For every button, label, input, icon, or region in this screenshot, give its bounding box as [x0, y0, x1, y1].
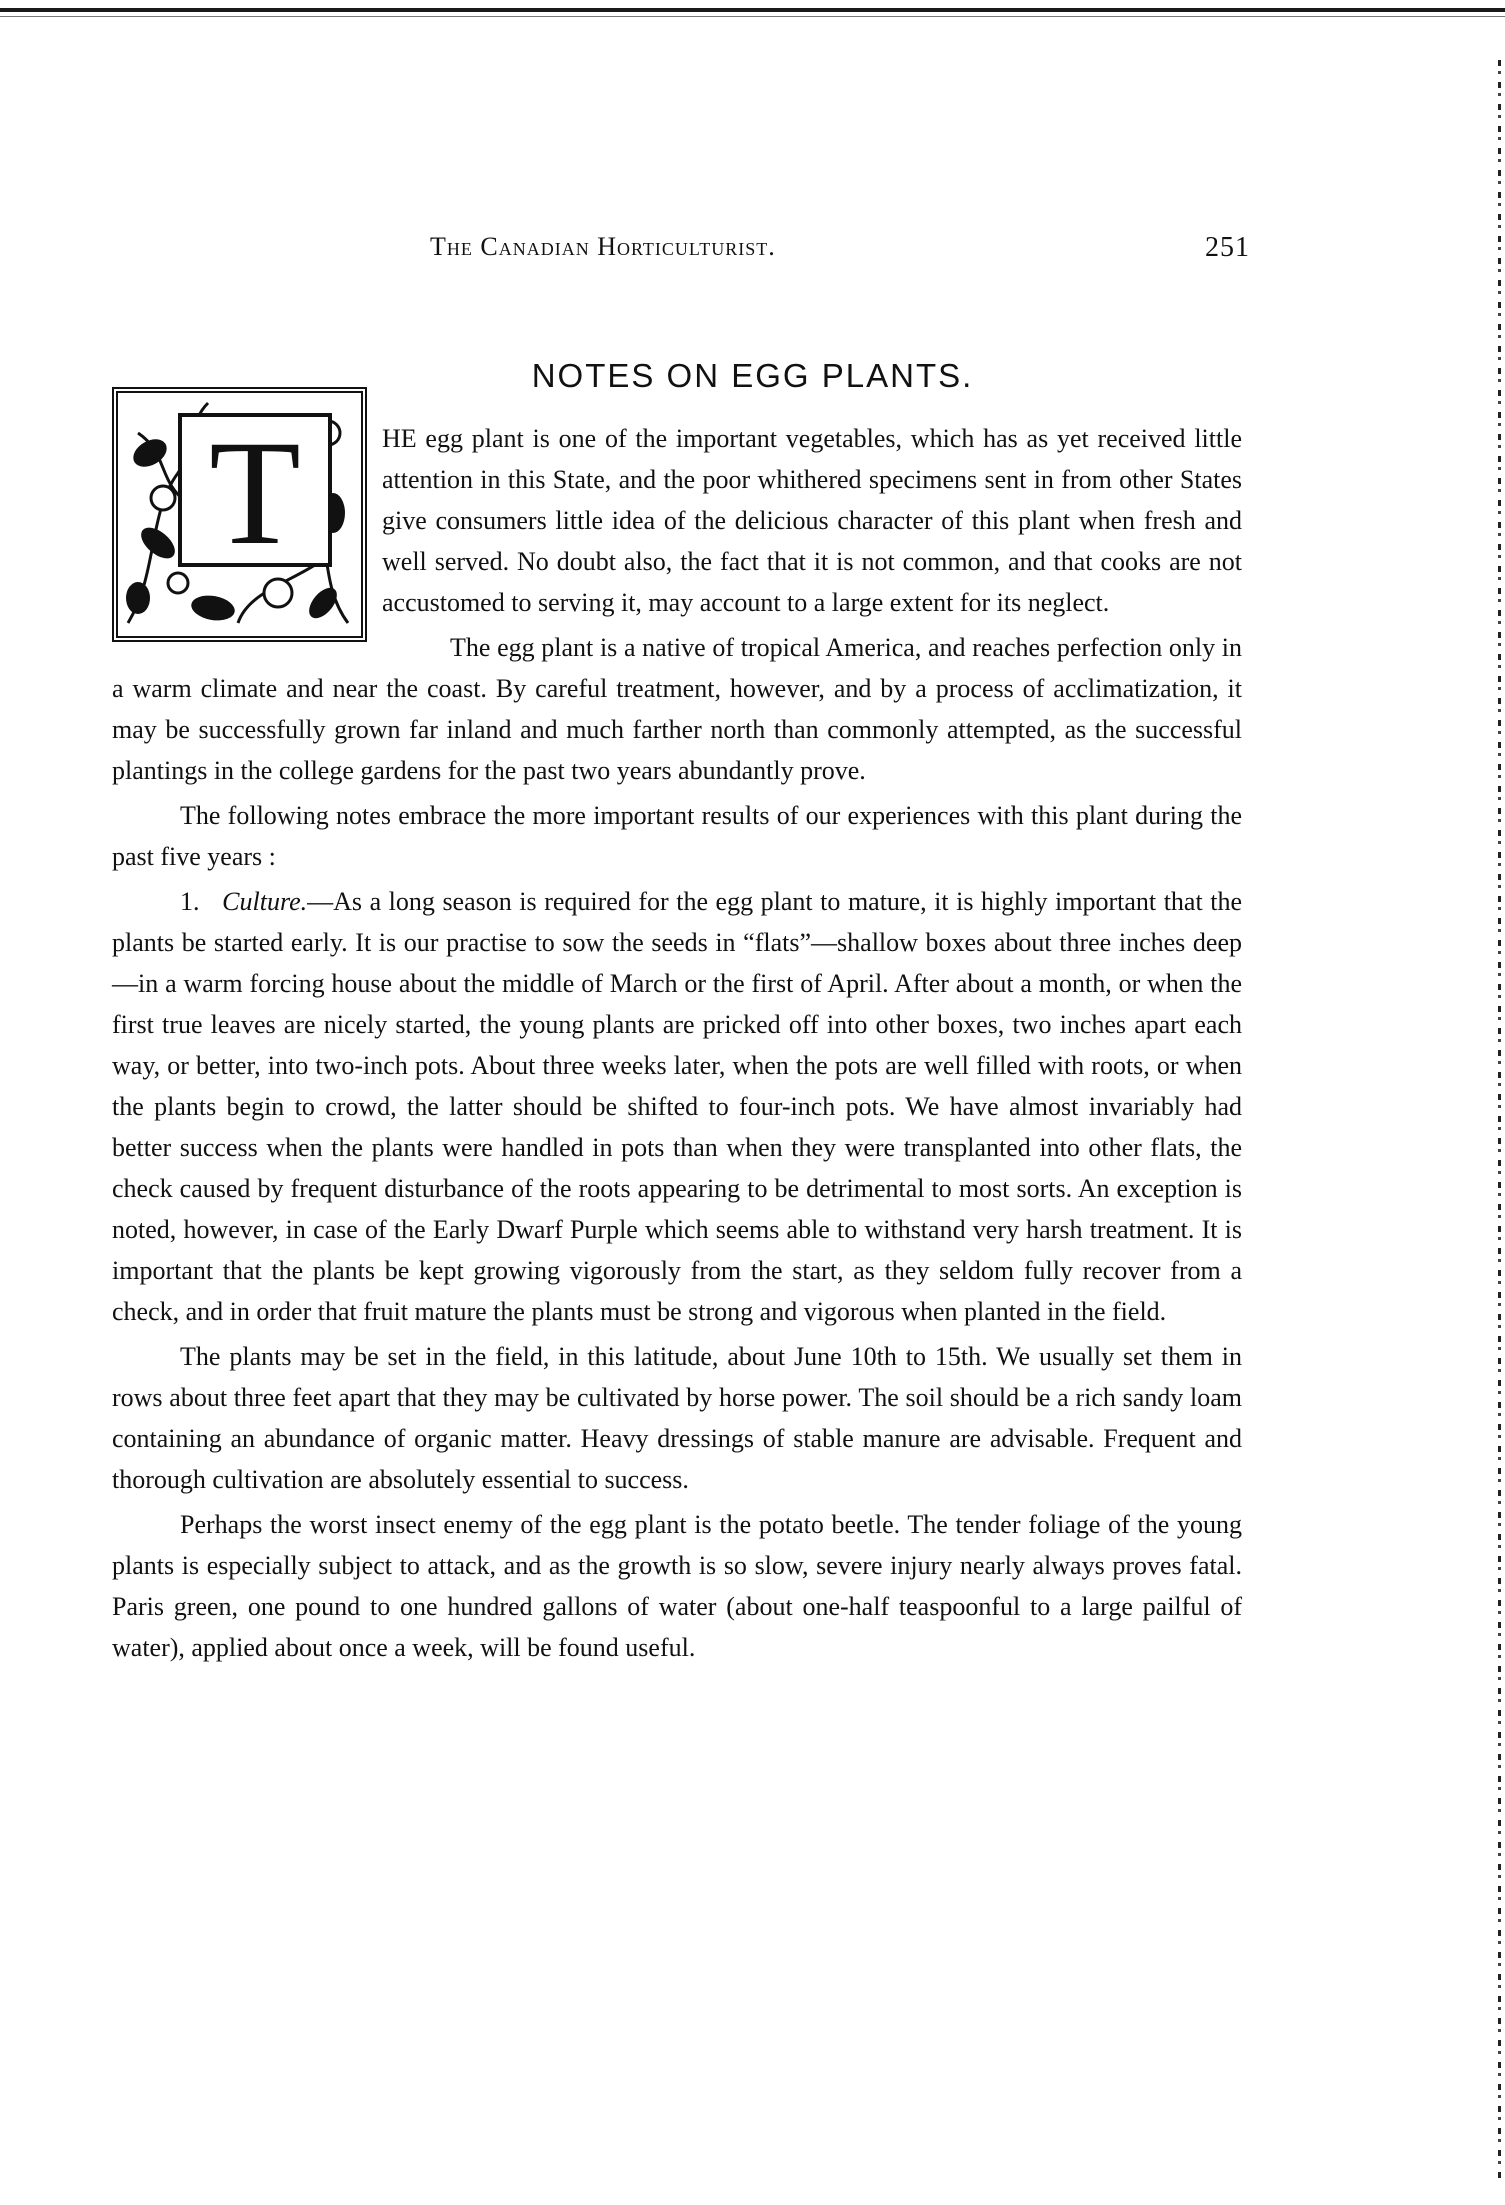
section-number: 1. — [180, 887, 200, 916]
top-border-thin-rule — [0, 16, 1505, 17]
dropcap-letter: T — [209, 410, 301, 576]
article-title: NOTES ON EGG PLANTS. — [531, 357, 974, 395]
section-text: —As a long season is required for the egg plant to mature, it is highly important that the plants be started early. It is our practise to sow the seeds in “flats”—shallow boxes about three inches deep—in a warm forcing house about the middle of March or the first of April. After about a month, or when the first true leaves are nicely started, the young plants are pricked off into other boxes, two inches apart each way, or better, into two-inch pots. About three weeks later, when the pots are well filled with roots, or when the plants begin to crowd, the latter should be shifted to four-inch pots. We have almost invariably had better success when the plants were handled in pots than when they were transplanted into other flats, the check caused by frequent disturbance of the roots appearing to be detrimental to most sorts. An exception is noted, however, in case of the Early Dwarf Purple which seems able to withstand very harsh treatment. It is important that the plants be kept growing vigorously from the start, as they seldom fully recover from a check, and in order that fruit mature the plants must be strong and vigorous when planted in the field. — [112, 887, 1242, 1326]
article-body — [112, 418, 1242, 1668]
top-border-rule — [0, 8, 1505, 12]
paragraph-origin: The egg plant is a native of tropical America, and reaches perfection only in a warm climate and near the coast. By careful treatment, however, and by a process of acclimatization, it may be successfully grown far inland and much farther north than commonly attempted, as the successful plantings in the college gardens for the past two years abundantly prove. — [112, 633, 1242, 785]
paragraph-planting: The plants may be set in the field, in this latitude, about June 10th to 15th. We usually set them in rows about three feet apart that they may be cultivated by horse power. The soil should be a rich sandy loam containing an abundance of organic matter. Heavy dressings of stable manure are advisable. Frequent and thorough cultivation are absolutely essential to success. — [112, 1342, 1242, 1494]
section-heading: Culture. — [222, 887, 308, 916]
paragraph-intro: HE egg plant is one of the important vegetables, which has as yet received little attention in this State, and the poor whithered specimens sent in from other States give consumers little idea of the delicious character of this plant when fresh and well served. No doubt also, the fact that it is not common, and that cooks are not accustomed to serving it, may account to a large extent for its neglect. — [382, 424, 1242, 617]
paragraph-culture — [112, 881, 1242, 1332]
running-head-title: The Canadian Horticulturist. — [430, 232, 776, 261]
paragraph-insects: Perhaps the worst insect enemy of the egg plant is the potato beetle. The tender foliage of the young plants is especially subject to attack, and as the growth is so slow, severe injury nearly always proves fatal. Paris green, one pound to one hundred gallons of water (about one-half teaspoonful to a large pailful of water), applied about once a week, will be found useful. — [112, 1510, 1242, 1662]
running-head — [430, 232, 1250, 272]
page-number: 251 — [1205, 232, 1250, 263]
paragraph-notes-intro: The following notes embrace the more important results of our experiences with this plant during the past five years : — [112, 801, 1242, 871]
